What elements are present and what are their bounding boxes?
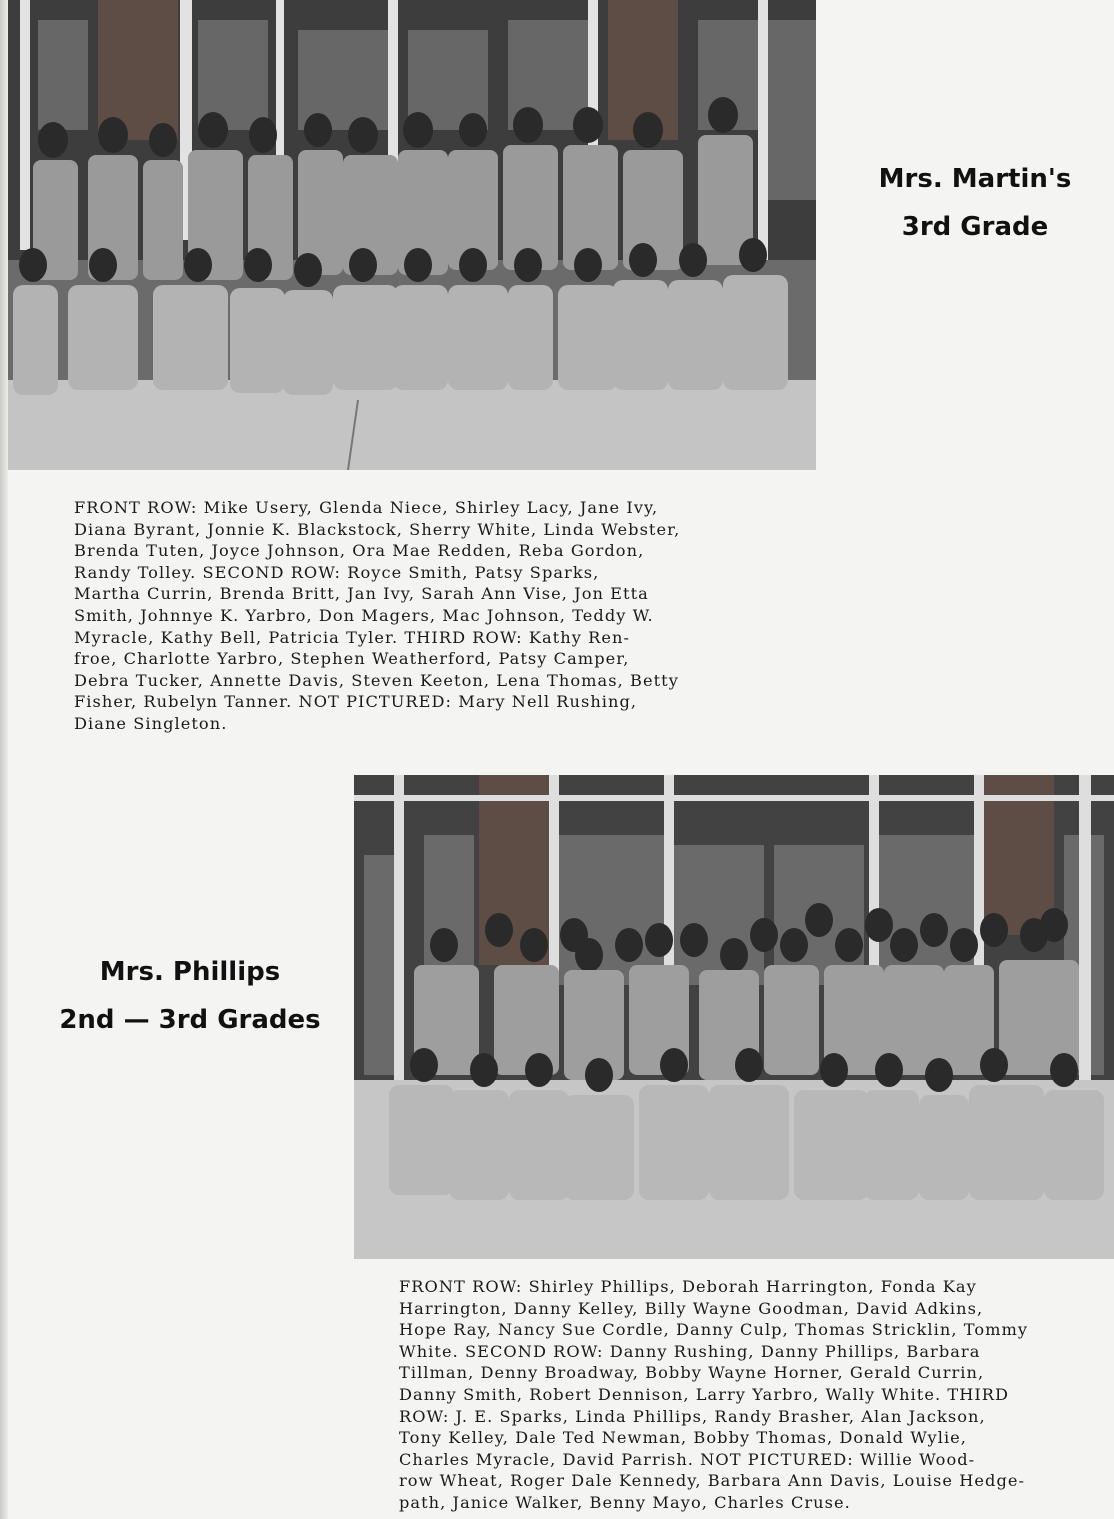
caption-line: Martha Currin, Brenda Britt, Jan Ivy, Sarah Ann Vise, Jon Etta [74, 584, 649, 604]
class-heading-bottom [40, 948, 340, 1044]
caption-line: Fisher, Rubelyn Tanner. NOT PICTURED: Mary Nell Rushing, [74, 692, 638, 712]
class-photo-top [8, 0, 816, 470]
caption-line: Diane Singleton. [74, 713, 228, 733]
class-heading-top [850, 155, 1100, 251]
caption-line: Tony Kelley, Dale Ted Newman, Bobby Thomas, Donald Wylie, [399, 1428, 967, 1448]
grade-label-bottom: 2nd — 3rd Grades [59, 1005, 321, 1035]
caption-line: FRONT ROW: Mike Usery, Glenda Niece, Shirley Lacy, Jane Ivy, [74, 498, 659, 517]
grade-label-top: 3rd Grade [901, 212, 1049, 242]
caption-line: Brenda Tuten, Joyce Johnson, Ora Mae Redden, Reba Gordon, [74, 541, 645, 561]
caption-line: Smith, Johnnye K. Yarbro, Don Magers, Mac Johnson, Teddy W. [74, 605, 654, 625]
caption-line: Charles Myracle, David Parrish. NOT PICTURED: Willie Wood- [399, 1449, 976, 1469]
caption-line: Randy Tolley. SECOND ROW: Royce Smith, Patsy Sparks, [74, 562, 600, 582]
caption-line: FRONT ROW: Shirley Phillips, Deborah Harrington, Fonda Kay [399, 1277, 977, 1296]
class-photo-bottom-illustration [354, 775, 1114, 1259]
class-photo-bottom [354, 775, 1114, 1259]
caption-line: White. SECOND ROW: Danny Rushing, Danny Phillips, Barbara [399, 1341, 981, 1361]
caption-line: Hope Ray, Nancy Sue Cordle, Danny Culp, Thomas Stricklin, Tommy [399, 1320, 1029, 1340]
caption-line: row Wheat, Roger Dale Kennedy, Barbara Ann Davis, Louise Hedge- [399, 1471, 1025, 1491]
caption-line: froe, Charlotte Yarbro, Stephen Weatherford, Patsy Camper, [74, 649, 630, 669]
caption-line: Danny Smith, Robert Dennison, Larry Yarbro, Wally White. THIRD [399, 1384, 1010, 1404]
teacher-name-top: Mrs. Martin's [878, 164, 1072, 194]
caption-line: path, Janice Walker, Benny Mayo, Charles Cruse. [399, 1492, 851, 1512]
caption-line: Harrington, Danny Kelley, Billy Wayne Goodman, David Adkins, [399, 1298, 984, 1318]
caption-line: Debra Tucker, Annette Davis, Steven Keeton, Lena Thomas, Betty [74, 670, 679, 690]
caption-top [74, 497, 804, 735]
teacher-name-bottom: Mrs. Phillips [99, 957, 281, 987]
caption-line: Myracle, Kathy Bell, Patricia Tyler. THIRD ROW: Kathy Ren- [74, 627, 630, 647]
caption-line: ROW: J. E. Sparks, Linda Phillips, Randy Brasher, Alan Jackson, [399, 1406, 986, 1426]
caption-bottom [399, 1276, 1111, 1514]
class-photo-top-illustration [8, 0, 816, 470]
caption-line: Tillman, Denny Broadway, Bobby Wayne Horner, Gerald Currin, [399, 1363, 985, 1383]
page-binding-edge [0, 0, 8, 1519]
caption-line: Diana Byrant, Jonnie K. Blackstock, Sherry White, Linda Webster, [74, 519, 681, 539]
